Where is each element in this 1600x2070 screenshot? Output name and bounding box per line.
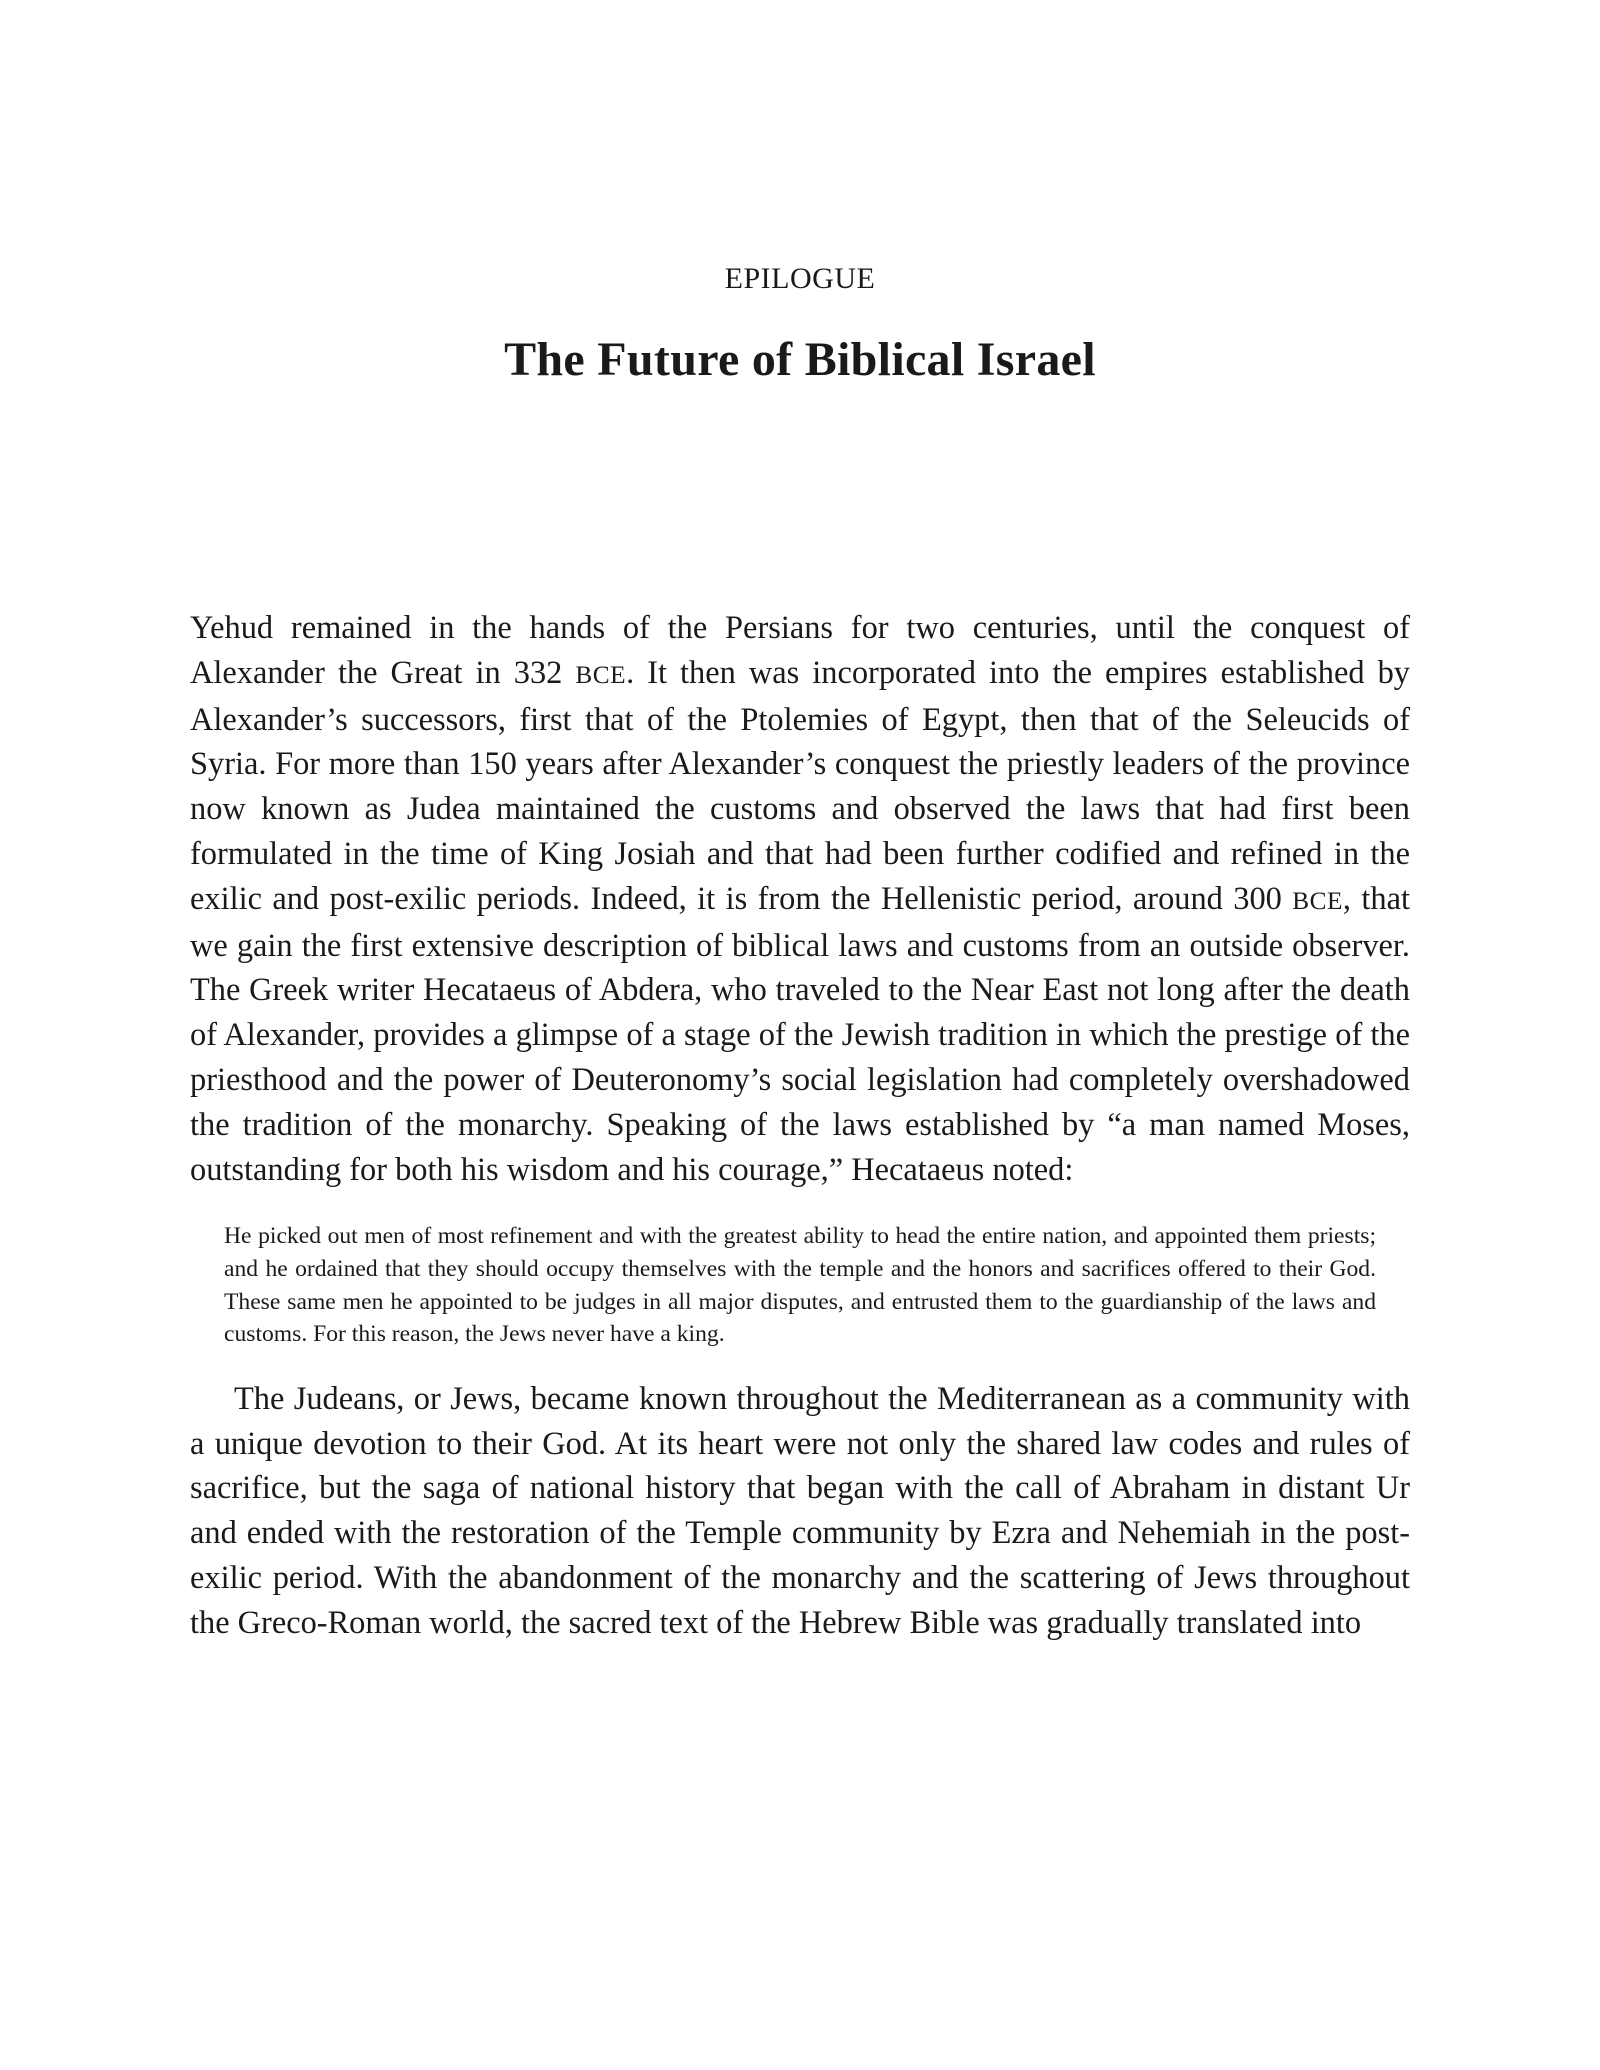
chapter-title: The Future of Biblical Israel bbox=[504, 333, 1096, 386]
era-abbreviation: BCE bbox=[1292, 886, 1343, 915]
chapter-label: EPILOGUE bbox=[724, 262, 876, 295]
block-quote: He picked out men of most refinement and with the greatest ability to head the entire nation, and appointed them priests; and he ordained that they should occupy themselves with the temple and the honors and sacrifices offered to their God. These same men he appointed to be judges in all major disputes, and entrusted them to the guardianship of the laws and customs. For this reason, the Jews never have a king. bbox=[224, 1223, 1376, 1348]
paragraph-2: The Judeans, or Jews, became known throughout the Mediterranean as a community with a unique devotion to their God. At its heart were not only the shared law codes and rules of sacrifice, but the saga of national history that began with the call of Abraham in distant Ur and ended with the restoration of the Temple community by Ezra and Nehemiah in the post-exilic period. With the abandonment of the monarchy and the scattering of Jews throughout the Greco-Roman world, the sacred text of the Hebrew Bible was gradually translated into bbox=[190, 1380, 1410, 1641]
paragraph-1 bbox=[190, 606, 1410, 1192]
book-page bbox=[190, 0, 1410, 2070]
body-text bbox=[190, 606, 1410, 1646]
era-abbreviation: BCE bbox=[575, 660, 627, 689]
paragraph-1-part-3: , that we gain the first extensive description of biblical laws and customs from an outside observer. The Greek writer Hecataeus of Abdera, who traveled to the Near East not long after the death of Alexander, provides a glimpse of a stage of the Jewish tradition in which the prestige of the priesthood and the power of Deuteronomy’s social legislation had completely overshadowed the tradition of the monarchy. Speaking of the laws established by “a man named Moses, outstanding for both his wisdom and his courage,” Hecataeus noted: bbox=[190, 880, 1410, 1188]
paragraph-1-part-2: . It then was incorporated into the empires established by Alexander’s successors, first that of the Ptolemies of Egypt, then that of the Seleucids of Syria. For more than 150 years after Alexander’s conquest the priestly leaders of the province now known as Judea maintained the customs and observed the laws that had first been formulated in the time of King Josiah and that had been further codified and refined in the exilic and post-exilic periods. Indeed, it is from the Hellenistic period, around 300 bbox=[190, 654, 1410, 917]
paragraph-1-part-1: Yehud remained in the hands of the Persians for two centuries, until the conquest of Alexander the Great in 332 bbox=[190, 610, 1410, 691]
